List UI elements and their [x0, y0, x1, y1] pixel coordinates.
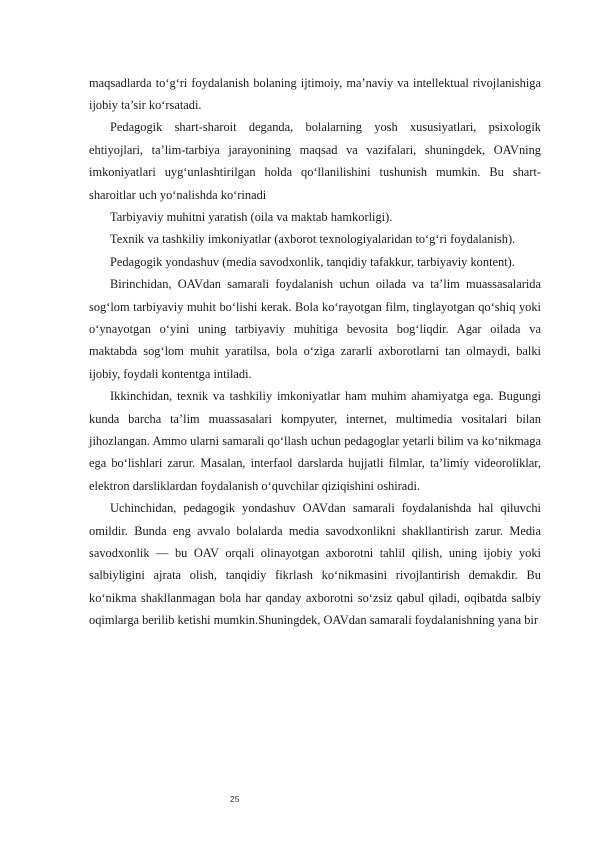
paragraph-firstly: Birinchidan, OAVdan samarali foydalanish uchun oilada va ta’lim muassasalarida sog‘lom tarbiyaviy muhit bo‘lishi kerak. Bola ko‘rayotgan film, tinglayotgan qo‘shiq yoki o‘ynayotgan o‘yini uning tarbiyaviy muhitiga bevosita bog‘liqdir. Agar oilada va maktabda sog‘lom muhit yaratilsa, bola o‘ziga zararli axborotlarni tan olmaydi, balki ijobiy, foydali kontentga intiladi.	[89, 277, 541, 381]
page-number: 25	[230, 794, 240, 804]
body-text	[89, 72, 541, 632]
paragraph-pedagogical-conditions: Pedagogik shart-sharoit deganda, bolalarning yosh xususiyatlari, psixologik ehtiyojlari, ta’lim-tarbiya jarayonining maqsad va vazifalari, shuningdek, OAVning imkoniyatlari uyg‘unlashtirilgan holda qo‘llanilishini tushunish mumkin. Bu shart-sharoitlar uch yo‘nalishda ko‘rinadi	[89, 120, 541, 202]
paragraph-continuation: maqsadlarda to‘g‘ri foydalanish bolaning ijtimoiy, ma’naviy va intellektual rivojlanishiga ijobiy ta’sir ko‘rsatadi.	[89, 75, 541, 112]
list-item-technical-capabilities: Texnik va tashkiliy imkoniyatlar (axborot texnologiyalaridan to‘g‘ri foydalanish).	[110, 232, 516, 247]
paragraph-thirdly: Uchinchidan, pedagogik yondashuv OAVdan samarali foydalanishda hal qiluvchi omildir. Bunda eng avvalo bolalarda media savodxonlikni shakllantirish zarur. Media savodxonlik — bu OAV orqali olinayotgan axborotni tahlil qilish, uning ijobiy yoki salbiyligini ajrata olish, tanqidiy fikrlash ko‘nikmasini rivojlantirish demakdir. Bu ko‘nikma shakllanmagan bola har qanday axborotni so‘zsiz qabul qiladi, oqibatda salbiy oqimlarga berilib ketishi mumkin.Shuningdek, OAVdan samarali foydalanishning yana bir	[89, 501, 541, 628]
list-item-educational-environment: Tarbiyaviy muhitni yaratish (oila va maktab hamkorligi).	[110, 209, 393, 224]
paragraph-secondly: Ikkinchidan, texnik va tashkiliy imkoniyatlar ham muhim ahamiyatga ega. Bugungi kunda barcha ta’lim muassasalari kompyuter, internet, multimedia vositalari bilan jihozlangan. Ammo ularni samarali qo‘llash uchun pedagoglar yetarli bilim va ko‘nikmaga ega bo‘lishlari zarur. Masalan, interfaol darslarda hujjatli filmlar, ta’limiy videoroliklar, elektron darsliklardan foydalanish o‘quvchilar qiziqishini oshiradi.	[89, 389, 541, 493]
list-item-pedagogical-approach: Pedagogik yondashuv (media savodxonlik, tanqidiy tafakkur, tarbiyaviy kontent).	[110, 254, 515, 269]
